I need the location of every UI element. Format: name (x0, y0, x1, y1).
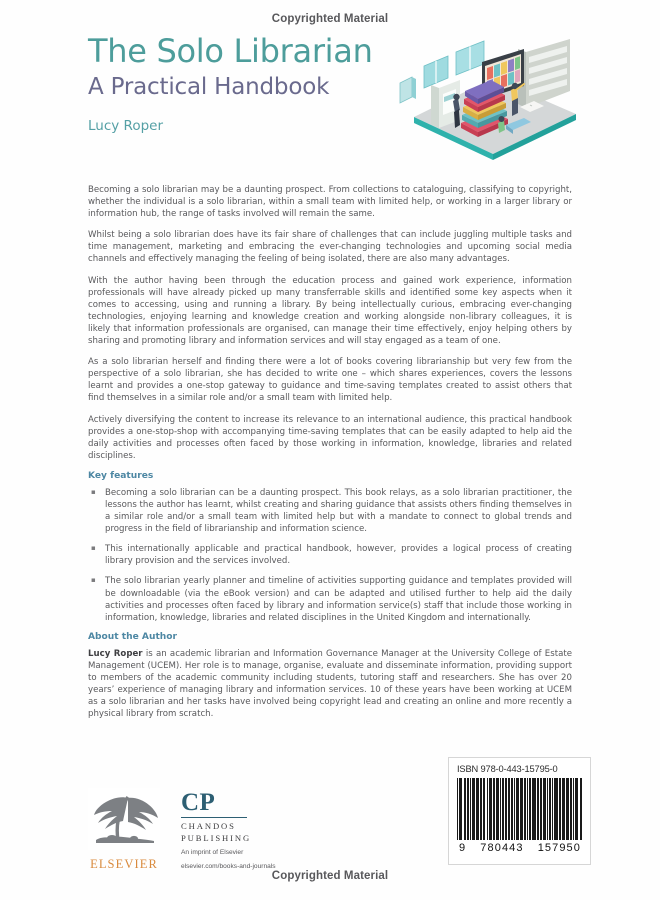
page-title: The Solo Librarian (88, 32, 373, 70)
list-item: ▪ This internationally applicable and practical handbook, however, provides a logical process of creating library provision and the services involved. (88, 543, 572, 567)
copyright-notice-bottom: Copyrighted Material (271, 870, 389, 882)
isbn-digits (457, 842, 583, 854)
cp-monogram: CP (181, 789, 216, 816)
window-icon (424, 56, 448, 88)
isbn-digit-group: 157950 (537, 842, 581, 854)
author-name: Lucy Roper (88, 648, 143, 659)
author-bio-body: is an academic librarian and Information Governance Manager at the University College of Estate Management (UCEM). Her role is to manage, organise, evaluate and disseminate information, providing support to members of the academic community including students, tutoring staff and researchers. She has over 20 years’ experience of managing library and information services. 10 of these years have been working at UCEM as a solo librarian and her tasks have involved being copyright lead and creating an online and more recently a physical library from scratch. (88, 648, 573, 720)
isbn-digit-group: 9 (459, 842, 467, 854)
publisher-logos (88, 788, 276, 872)
about-author-heading: About the Author (88, 631, 178, 642)
blurb-section (88, 184, 572, 720)
imprint-line: An imprint of Elsevier (181, 849, 244, 857)
bookcase (518, 39, 570, 108)
about-author-text (88, 648, 572, 721)
barcode-image (457, 778, 583, 840)
elsevier-logo (88, 788, 160, 872)
window-icon (456, 41, 484, 75)
book-subtitle: A Practical Handbook (88, 73, 330, 100)
blurb-paragraph: Actively diversifying the content to increase its relevance to an international audience, this practical handbook provides a one-stop-shop with accompanying time-saving templates that can be easily adapted to help aid the daily activities and processes often faced by those working in information, knowledge, libraries and related disciplines. (88, 414, 572, 461)
imprint-url: elsevier.com/books-and-journals (181, 862, 276, 870)
window-icon (400, 77, 416, 103)
isbn-digit-group: 780443 (480, 842, 524, 854)
chandos-name-line1: CHANDOS (181, 821, 236, 831)
isbn-label: ISBN 978-0-443-15795-0 (457, 764, 558, 774)
list-item: ▪ The solo librarian yearly planner and timeline of activities supporting guidance and templates provided will be downloadable (via the eBook version) and can be adapted and utilised further to help aid the daily activities and processes often faced by library and information service(s) staff that include those working in information, knowledge, libraries and related disciplines in the United Kingdom and internationally. (88, 575, 572, 623)
chandos-publishing-logo (181, 788, 276, 872)
list-item: ▪ Becoming a solo librarian can be a daunting prospect. This book relays, as a solo librarian practitioner, the lessons the author has learnt, whilst creating and sharing guidance that assists others finding themselves in a similar role and/or a small team with limited help but with a mandate to connect to global trends and progress in the field of librarianship and information science. (88, 487, 572, 535)
blurb-paragraph: As a solo librarian herself and finding there were a lot of books covering librarianship but very few from the perspective of a solo librarian, she has decided to write one – which shares experiences, covers the lessons learnt and provides a one-stop gateway to guidance and time-saving templates created to assist others that find themselves in a similar role and/or a small team with limited help. (88, 357, 572, 404)
elsevier-tree-icon (88, 788, 160, 850)
blurb-paragraph: Whilst being a solo librarian does have its fair share of challenges that can include juggling multiple tasks and time management, marketing and embracing the ever-changing technologies and upcoming social media channels and effectively managing the feeling of being isolated, there are also many advantages. (88, 230, 572, 265)
isometric-library-illustration (398, 28, 588, 173)
blurb-paragraph: Becoming a solo librarian may be a daunting prospect. From collections to cataloguing, classifying to copyright, whether the individual is a solo librarian, within a small team with limited help, or working in a larger library or information hub, the range of tasks involved will remain the same. (88, 185, 572, 220)
key-features-heading: Key features (88, 470, 154, 481)
book-author: Lucy Roper (88, 117, 164, 134)
blurb-paragraph: With the author having been through the education process and gained work experience, information professionals will have already picked up many transferrable skills and identified some key aspects when it comes to accessing, using and running a library. By being intellectually curious, embracing ever-changing technologies, enjoying learning and knowledge creation and working alongside non-library colleagues, it is likely that information professionals are organised, can manage their time effectively, enjoy helping others by sharing and promoting library and information services and will stay engaged as a team of one. (88, 275, 572, 347)
isbn-barcode-block (448, 757, 591, 865)
copyright-notice-top: Copyrighted Material (271, 13, 389, 25)
key-features-list (88, 487, 572, 624)
chandos-name-line2: PUBLISHING (181, 832, 252, 843)
elsevier-wordmark: ELSEVIER (90, 857, 158, 871)
cp-divider (181, 817, 247, 818)
